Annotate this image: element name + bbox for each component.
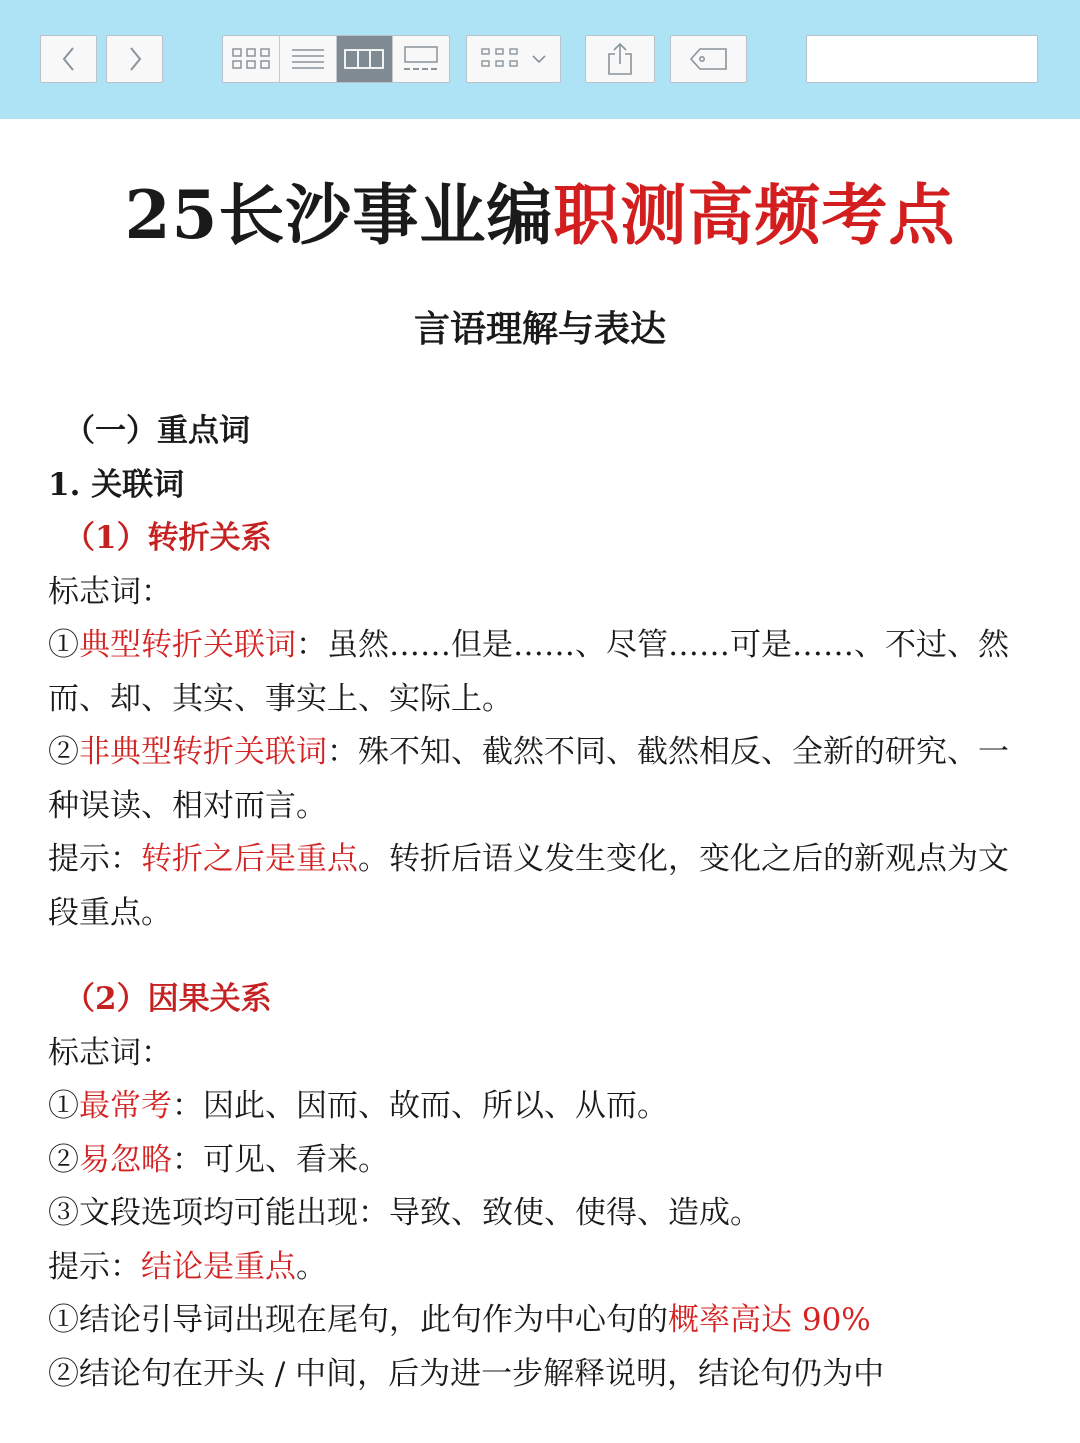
item-text: ：因此、因而、故而、所以、从而。 bbox=[172, 1088, 668, 1124]
tag-button[interactable] bbox=[670, 35, 747, 83]
grid-view-icon bbox=[231, 46, 271, 72]
column-view-icon bbox=[344, 48, 384, 70]
share-button[interactable] bbox=[585, 35, 655, 83]
search-input[interactable] bbox=[823, 48, 1052, 71]
part2-point2: ②结论句在开头 / 中间，后为进一步解释说明，结论句仍为中 bbox=[48, 1355, 885, 1392]
tag-icon bbox=[688, 46, 730, 72]
point-text: ①结论引导词出现在尾句，此句作为中心句的 bbox=[48, 1302, 668, 1338]
item-number: ① bbox=[48, 627, 79, 663]
title-black-part: 25长沙事业编 bbox=[124, 176, 554, 254]
chevron-down-icon bbox=[530, 52, 548, 66]
share-icon bbox=[605, 42, 635, 76]
chevron-left-icon bbox=[59, 45, 79, 73]
item-text: ：殊不知、截然不同、截然相反、全新的研究、一种误读、相对而言。 bbox=[48, 734, 1009, 824]
item-key: 非典型转折关联词 bbox=[79, 734, 327, 770]
search-field[interactable] bbox=[806, 35, 1038, 83]
page-title bbox=[0, 175, 1080, 255]
part1-tip bbox=[48, 833, 1038, 940]
item-key: 典型转折关联词 bbox=[79, 627, 296, 663]
back-button[interactable] bbox=[40, 35, 97, 83]
part2-item3: ③文段选项均可能出现：导致、致使、使得、造成。 bbox=[48, 1195, 761, 1231]
gallery-view-icon bbox=[402, 45, 440, 73]
gallery-view-button[interactable] bbox=[393, 36, 449, 82]
section-subtitle: 言语理解与表达 bbox=[413, 308, 666, 350]
tip-key: 结论是重点 bbox=[141, 1248, 296, 1285]
item-key: 最常考 bbox=[79, 1088, 172, 1124]
list-view-icon bbox=[291, 47, 325, 71]
tip-text: 。转折后语义发生变化，变化之后的新观点为文段重点。 bbox=[48, 841, 1009, 931]
tip-key: 转折之后是重点 bbox=[141, 841, 358, 877]
view-mode-selector bbox=[222, 35, 450, 83]
tip-end: 。 bbox=[296, 1248, 327, 1285]
section-heading: （一）重点词 bbox=[64, 413, 250, 449]
toolbar bbox=[0, 0, 1080, 119]
item-text: ：虽然……但是……、尽管……可是……、不过、然而、却、其实、事实上、实际上。 bbox=[48, 627, 1009, 717]
group-by-icon bbox=[480, 47, 520, 71]
chevron-right-icon bbox=[125, 45, 145, 73]
item-text: ：可见、看来。 bbox=[172, 1141, 389, 1178]
part1-heading: （1）转折关系 bbox=[64, 520, 272, 556]
item-number: ① bbox=[48, 1088, 79, 1124]
part1-item1 bbox=[48, 619, 1038, 726]
item-number: ② bbox=[48, 1141, 79, 1178]
part1-item2 bbox=[48, 726, 1038, 833]
list-view-button[interactable] bbox=[280, 36, 337, 82]
part2-heading: （2）因果关系 bbox=[64, 981, 272, 1017]
document-body bbox=[48, 405, 1038, 1401]
item-key: 易忽略 bbox=[79, 1141, 172, 1178]
part1-marker-label: 标志词： bbox=[48, 573, 172, 610]
part2-item1 bbox=[48, 1080, 1038, 1134]
title-red-part: 职测高频考点 bbox=[553, 176, 956, 254]
grid-view-button[interactable] bbox=[223, 36, 280, 82]
part2-item2 bbox=[48, 1134, 1038, 1188]
spacer bbox=[48, 940, 1038, 973]
point-key: 概率高达 90% bbox=[668, 1302, 871, 1338]
subsection-heading: 1. 关联词 bbox=[48, 466, 185, 503]
tip-label: 提示： bbox=[48, 1248, 141, 1285]
item-number: ② bbox=[48, 734, 79, 770]
column-view-button[interactable] bbox=[337, 36, 394, 82]
group-by-button[interactable] bbox=[466, 35, 561, 83]
tip-label: 提示： bbox=[48, 841, 141, 877]
part2-tip bbox=[48, 1241, 1038, 1295]
forward-button[interactable] bbox=[106, 35, 163, 83]
part2-marker-label: 标志词： bbox=[48, 1034, 172, 1071]
part2-point1 bbox=[48, 1294, 1038, 1348]
